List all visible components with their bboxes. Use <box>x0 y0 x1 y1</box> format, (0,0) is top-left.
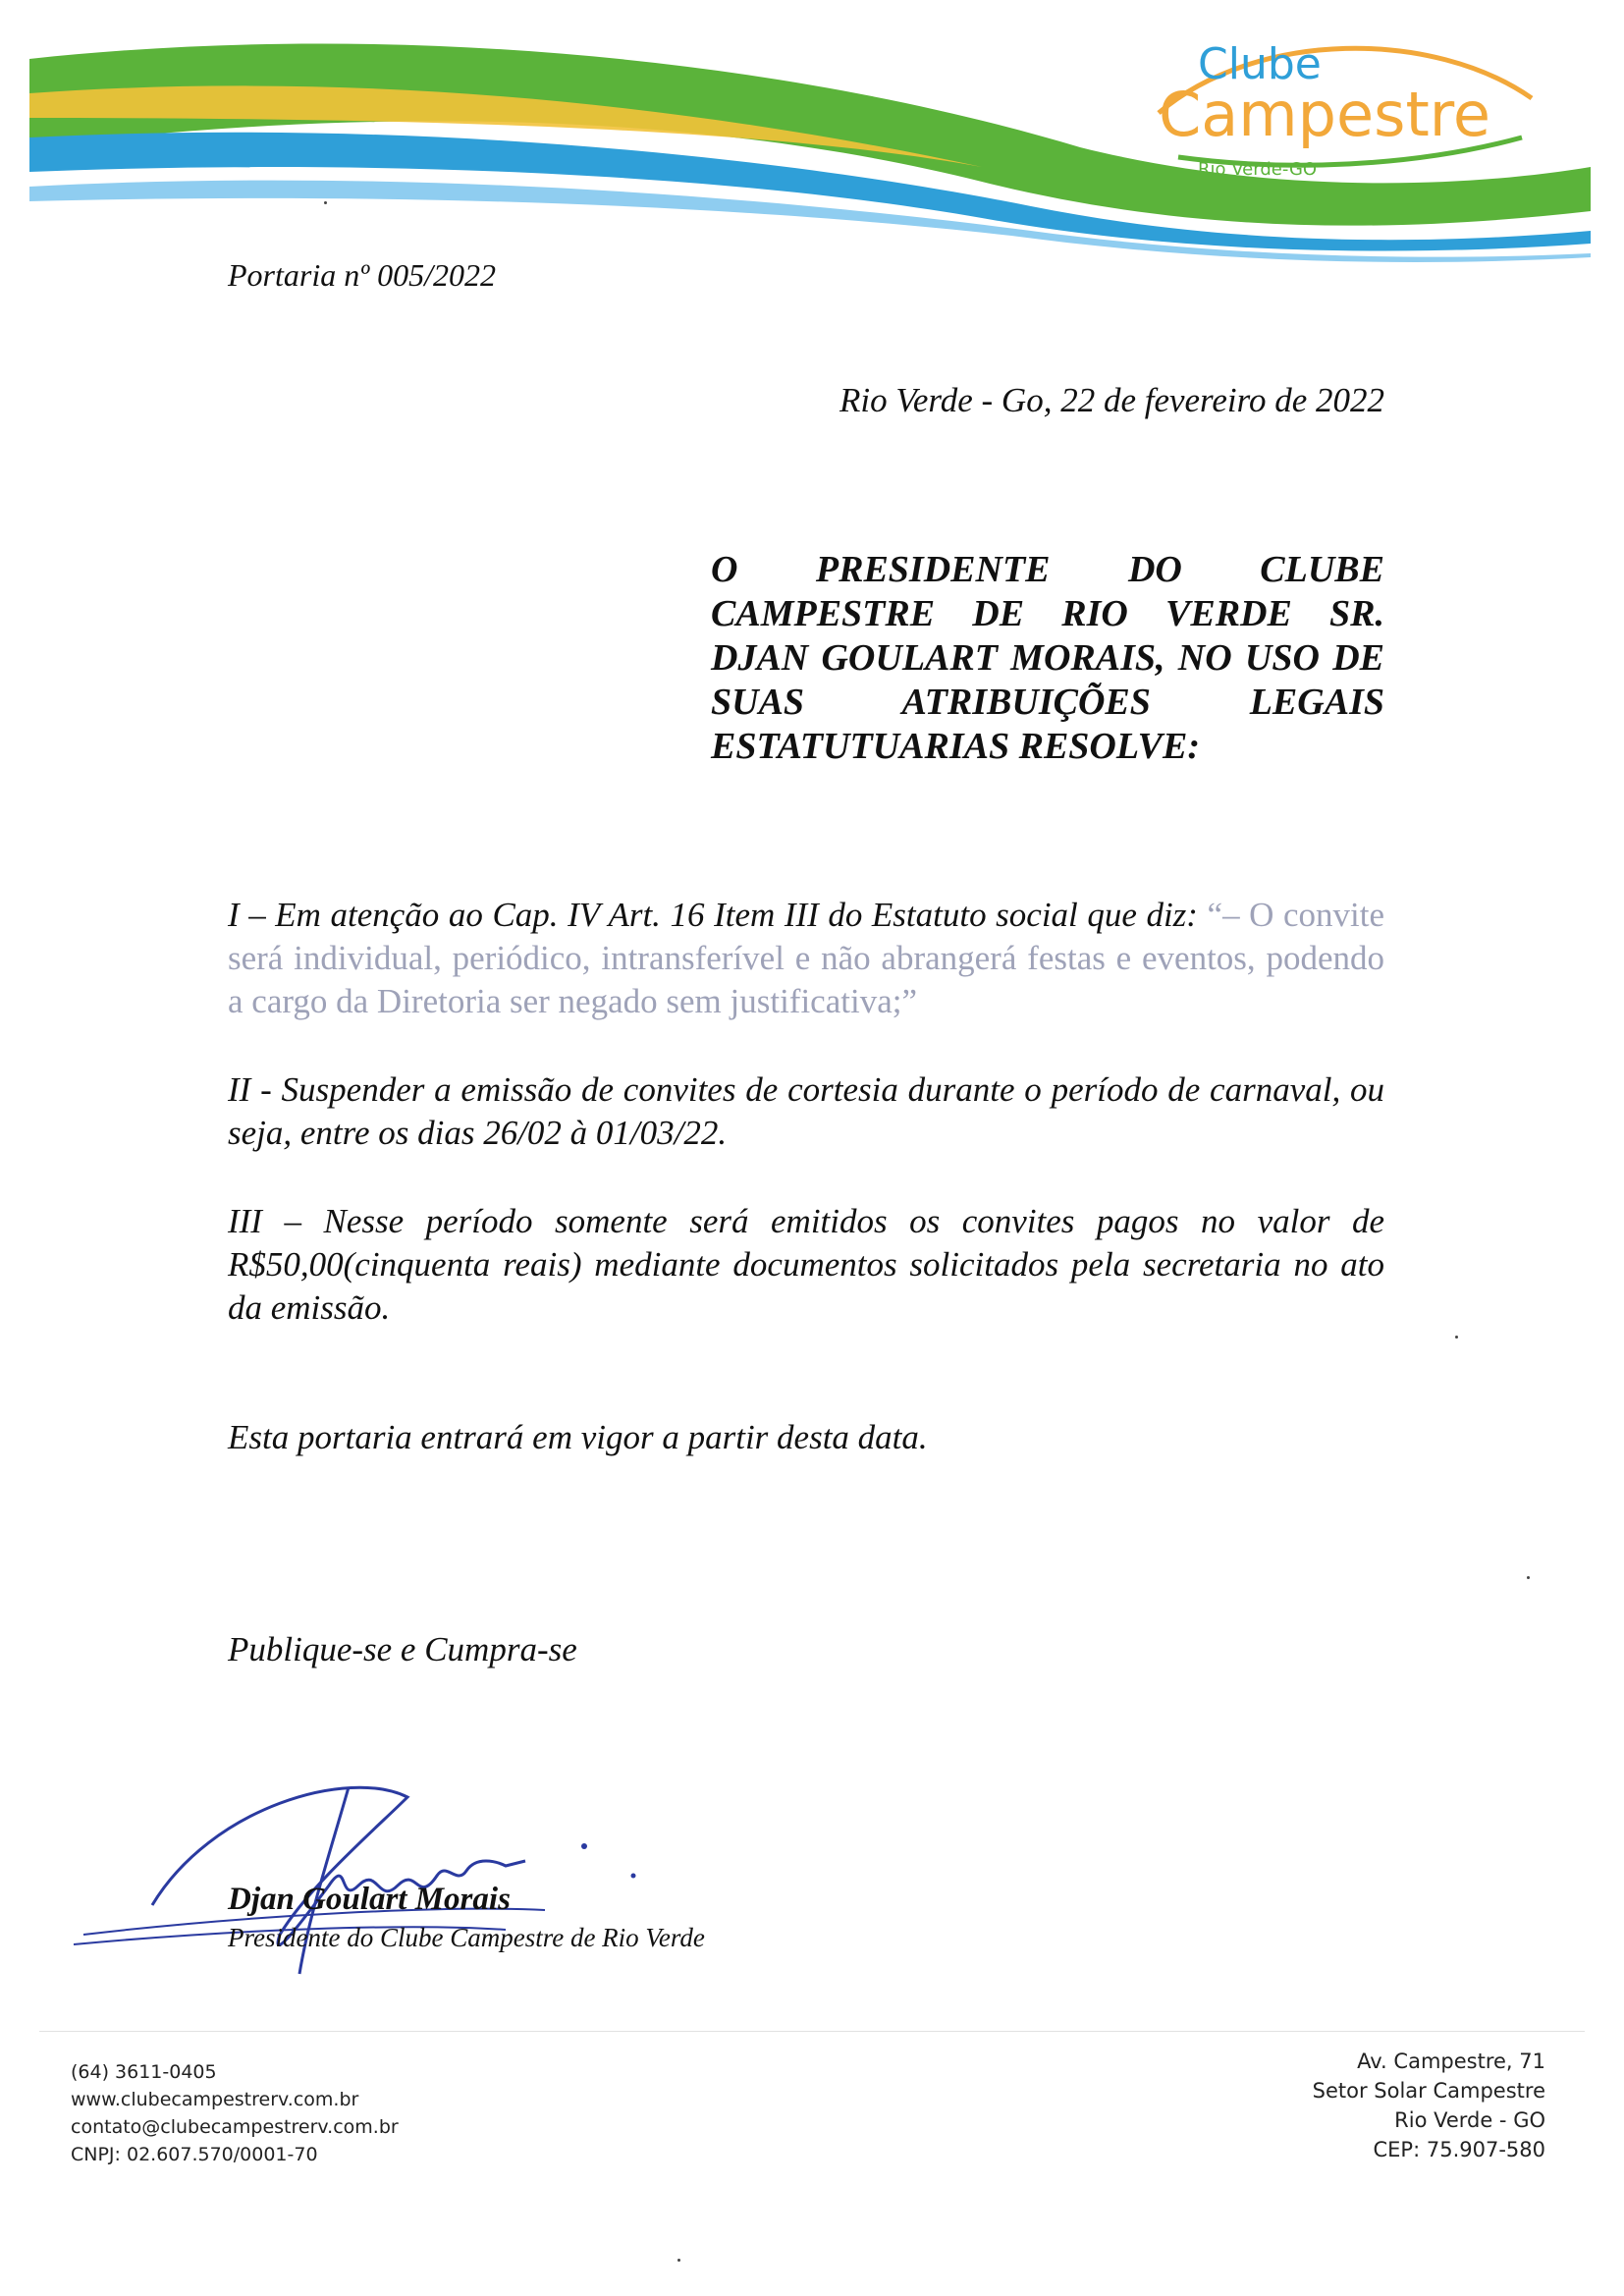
footer-address-city: Rio Verde - GO <box>1394 2108 1545 2132</box>
footer-address-street: Av. Campestre, 71 <box>1357 2050 1545 2073</box>
item-2-paragraph: II - Suspender a emissão de convites de cortesia durante o período de carnaval, ou seja, entre os dias 26/02 à 01/03/22. <box>228 1070 1384 1152</box>
logo-city: Rio Verde-GO <box>1198 159 1318 180</box>
footer-address-cep: CEP: 75.907-580 <box>1373 2138 1545 2161</box>
portaria-number: Portaria nº 005/2022 <box>228 257 497 293</box>
footer-address-district: Setor Solar Campestre <box>1312 2079 1545 2103</box>
date-line: Rio Verde - Go, 22 de fevereiro de 2022 <box>839 381 1384 419</box>
validity-statement: Esta portaria entrará em vigor a partir desta data. <box>228 1418 928 1456</box>
resolve-line: O PRESIDENTE DO CLUBE <box>711 549 1384 590</box>
resolve-line: ESTATUTUARIAS RESOLVE: <box>711 726 1201 767</box>
footer-contacts <box>71 2058 399 2168</box>
footer-divider <box>39 2031 1585 2032</box>
scan-speck <box>1455 1336 1458 1339</box>
footer-email: contato@clubecampestrerv.com.br <box>71 2116 399 2138</box>
scan-speck <box>324 201 327 204</box>
item-1-quote: “– O convite será individual, periódico, intransferível e não abrangerá festas e eventos, podendo a cargo da Diretoria ser negado sem justificativa;” <box>228 896 1384 1020</box>
footer-address <box>1313 2047 1545 2164</box>
logo-line1: Clube <box>1198 39 1322 89</box>
item-1-paragraph <box>228 894 1384 1023</box>
signatory-role: Presidente do Clube Campestre de Rio Verde <box>228 1923 705 1952</box>
resolve-heading <box>711 548 1384 769</box>
scan-speck <box>677 2259 680 2262</box>
scan-speck <box>1527 1576 1530 1579</box>
handwritten-signature <box>54 1768 682 1994</box>
signatory-name: Djan Goulart Morais <box>228 1882 511 1917</box>
footer-cnpj: CNPJ: 02.607.570/0001-70 <box>71 2144 318 2165</box>
item-3-paragraph: III – Nesse período somente será emitidos os convites pagos no valor de R$50,00(cinquenta reais) mediante documentos solicitados pela secretaria no ato da emissão. <box>228 1202 1384 1327</box>
resolve-line: CAMPESTRE DE RIO VERDE SR. <box>711 593 1384 634</box>
logo-line2: Campestre <box>1159 79 1491 150</box>
footer-phone: (64) 3611-0405 <box>71 2061 217 2083</box>
resolve-line: SUAS ATRIBUIÇÕES LEGAIS <box>711 682 1384 723</box>
item-1-intro: I – Em atenção ao Cap. IV Art. 16 Item III do Estatuto social que diz: <box>228 896 1208 934</box>
resolve-line: DJAN GOULART MORAIS, NO USO DE <box>711 637 1384 679</box>
footer-website: www.clubecampestrerv.com.br <box>71 2089 359 2110</box>
clube-campestre-logo <box>1139 20 1551 187</box>
closing-statement: Publique-se e Cumpra-se <box>228 1630 577 1668</box>
